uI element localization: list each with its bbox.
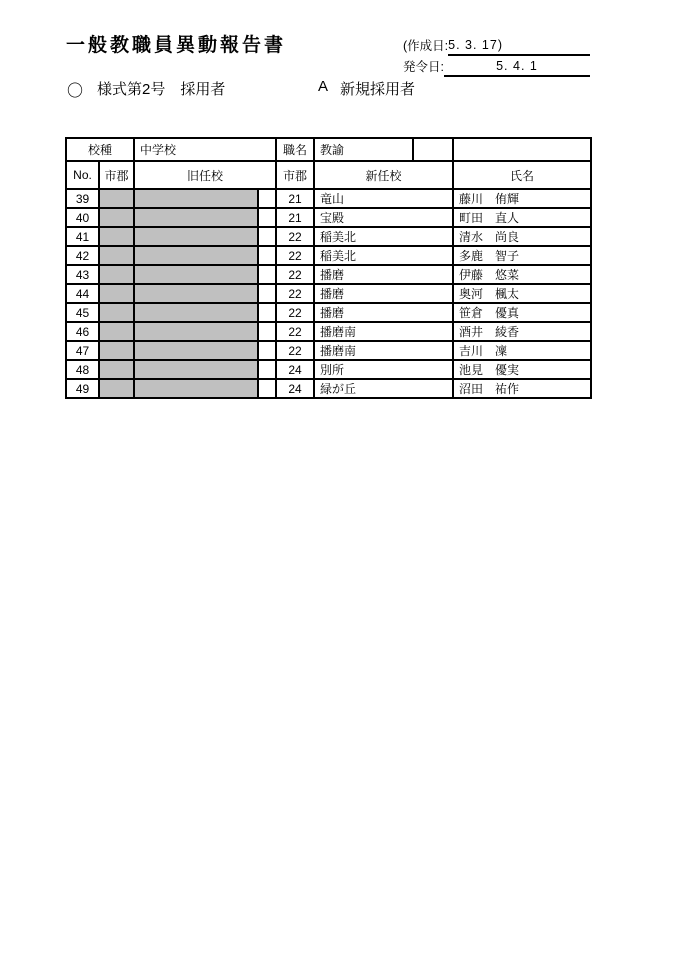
issued-date-label: 発令日: [403,60,444,74]
cell-old-city [99,303,134,322]
circle-marker-icon: 〇 [67,83,84,100]
cell-old-school [134,265,258,284]
cell-row-number: 39 [66,189,99,208]
issued-date-row [403,57,590,77]
cell-spacer [258,265,276,284]
col-header-old-school: 旧任校 [134,161,276,189]
col-header-old-city: 市郡 [99,161,134,189]
form-designation [67,78,225,101]
cell-new-school: 竜山 [314,189,453,208]
cell-new-city: 22 [276,265,314,284]
cell-new-city: 22 [276,303,314,322]
section-label: 新規採用者 [340,81,416,98]
school-type-value: 中学校 [134,138,276,161]
cell-teacher-name: 藤川 侑輝 [453,189,591,208]
cell-new-city: 21 [276,189,314,208]
col-header-new-school: 新任校 [314,161,453,189]
cell-old-city [99,227,134,246]
cell-new-school: 播磨南 [314,322,453,341]
table-body [66,138,591,398]
created-date-row [403,36,590,56]
cell-old-school [134,303,258,322]
cell-old-school [134,284,258,303]
cell-spacer [258,227,276,246]
table-row [66,189,591,208]
page-title: 一般教職員異動報告書 [66,35,287,56]
cell-new-school: 宝殿 [314,208,453,227]
table-row [66,341,591,360]
cell-old-school [134,360,258,379]
cell-teacher-name: 奥河 楓太 [453,284,591,303]
table-row [66,322,591,341]
issued-date-value: 5. 4. 1 [444,59,590,77]
cell-spacer [258,360,276,379]
cell-old-city [99,360,134,379]
cell-new-city: 24 [276,360,314,379]
col-header-name: 氏名 [453,161,591,189]
position-value: 教諭 [314,138,413,161]
cell-new-school: 別所 [314,360,453,379]
cell-old-school [134,208,258,227]
table-row [66,360,591,379]
table-row [66,265,591,284]
table-row [66,303,591,322]
cell-teacher-name: 沼田 祐作 [453,379,591,398]
cell-spacer [258,379,276,398]
table-meta-row [66,138,591,161]
cell-teacher-name: 多鹿 智子 [453,246,591,265]
table-row [66,284,591,303]
cell-spacer [258,246,276,265]
cell-spacer [258,284,276,303]
col-header-no: No. [66,161,99,189]
cell-teacher-name: 酒井 綾香 [453,322,591,341]
cell-teacher-name: 吉川 凜 [453,341,591,360]
cell-old-school [134,227,258,246]
cell-new-city: 22 [276,227,314,246]
position-label: 職名 [276,138,314,161]
cell-old-city [99,246,134,265]
meta-empty-cell [413,138,453,161]
cell-old-city [99,208,134,227]
cell-row-number: 47 [66,341,99,360]
table-row [66,246,591,265]
cell-old-city [99,265,134,284]
school-type-label: 校種 [66,138,134,161]
form-title: 様式第2号 採用者 [97,81,226,98]
cell-new-city: 22 [276,246,314,265]
cell-row-number: 48 [66,360,99,379]
cell-old-school [134,189,258,208]
cell-teacher-name: 伊藤 悠菜 [453,265,591,284]
section-designation [318,78,415,99]
cell-old-city [99,284,134,303]
cell-row-number: 49 [66,379,99,398]
cell-teacher-name: 笹倉 優真 [453,303,591,322]
section-code: A [318,78,329,95]
cell-spacer [258,189,276,208]
transfer-table [65,137,592,399]
cell-row-number: 44 [66,284,99,303]
cell-teacher-name: 池見 優実 [453,360,591,379]
cell-new-school: 緑が丘 [314,379,453,398]
cell-old-school [134,379,258,398]
cell-old-school [134,341,258,360]
cell-new-city: 22 [276,322,314,341]
cell-new-school: 稲美北 [314,246,453,265]
cell-new-city: 22 [276,284,314,303]
col-header-new-city: 市郡 [276,161,314,189]
cell-row-number: 43 [66,265,99,284]
cell-row-number: 40 [66,208,99,227]
cell-old-city [99,379,134,398]
cell-spacer [258,208,276,227]
created-date-value: 5. 3. 17) [448,38,590,56]
cell-new-school: 播磨 [314,284,453,303]
cell-old-school [134,246,258,265]
cell-old-city [99,189,134,208]
cell-spacer [258,322,276,341]
cell-teacher-name: 清水 尚良 [453,227,591,246]
cell-row-number: 42 [66,246,99,265]
cell-teacher-name: 町田 直人 [453,208,591,227]
cell-new-school: 播磨 [314,265,453,284]
cell-old-school [134,322,258,341]
cell-new-city: 22 [276,341,314,360]
cell-spacer [258,303,276,322]
cell-old-city [99,322,134,341]
table-header-row [66,161,591,189]
cell-new-school: 播磨南 [314,341,453,360]
cell-new-school: 播磨 [314,303,453,322]
cell-new-city: 21 [276,208,314,227]
meta-empty-cell [453,138,591,161]
cell-row-number: 45 [66,303,99,322]
cell-new-school: 稲美北 [314,227,453,246]
cell-old-city [99,341,134,360]
cell-spacer [258,341,276,360]
cell-row-number: 41 [66,227,99,246]
cell-new-city: 24 [276,379,314,398]
table-row [66,379,591,398]
created-date-label: (作成日: [403,39,449,53]
table-row [66,227,591,246]
cell-row-number: 46 [66,322,99,341]
table-row [66,208,591,227]
